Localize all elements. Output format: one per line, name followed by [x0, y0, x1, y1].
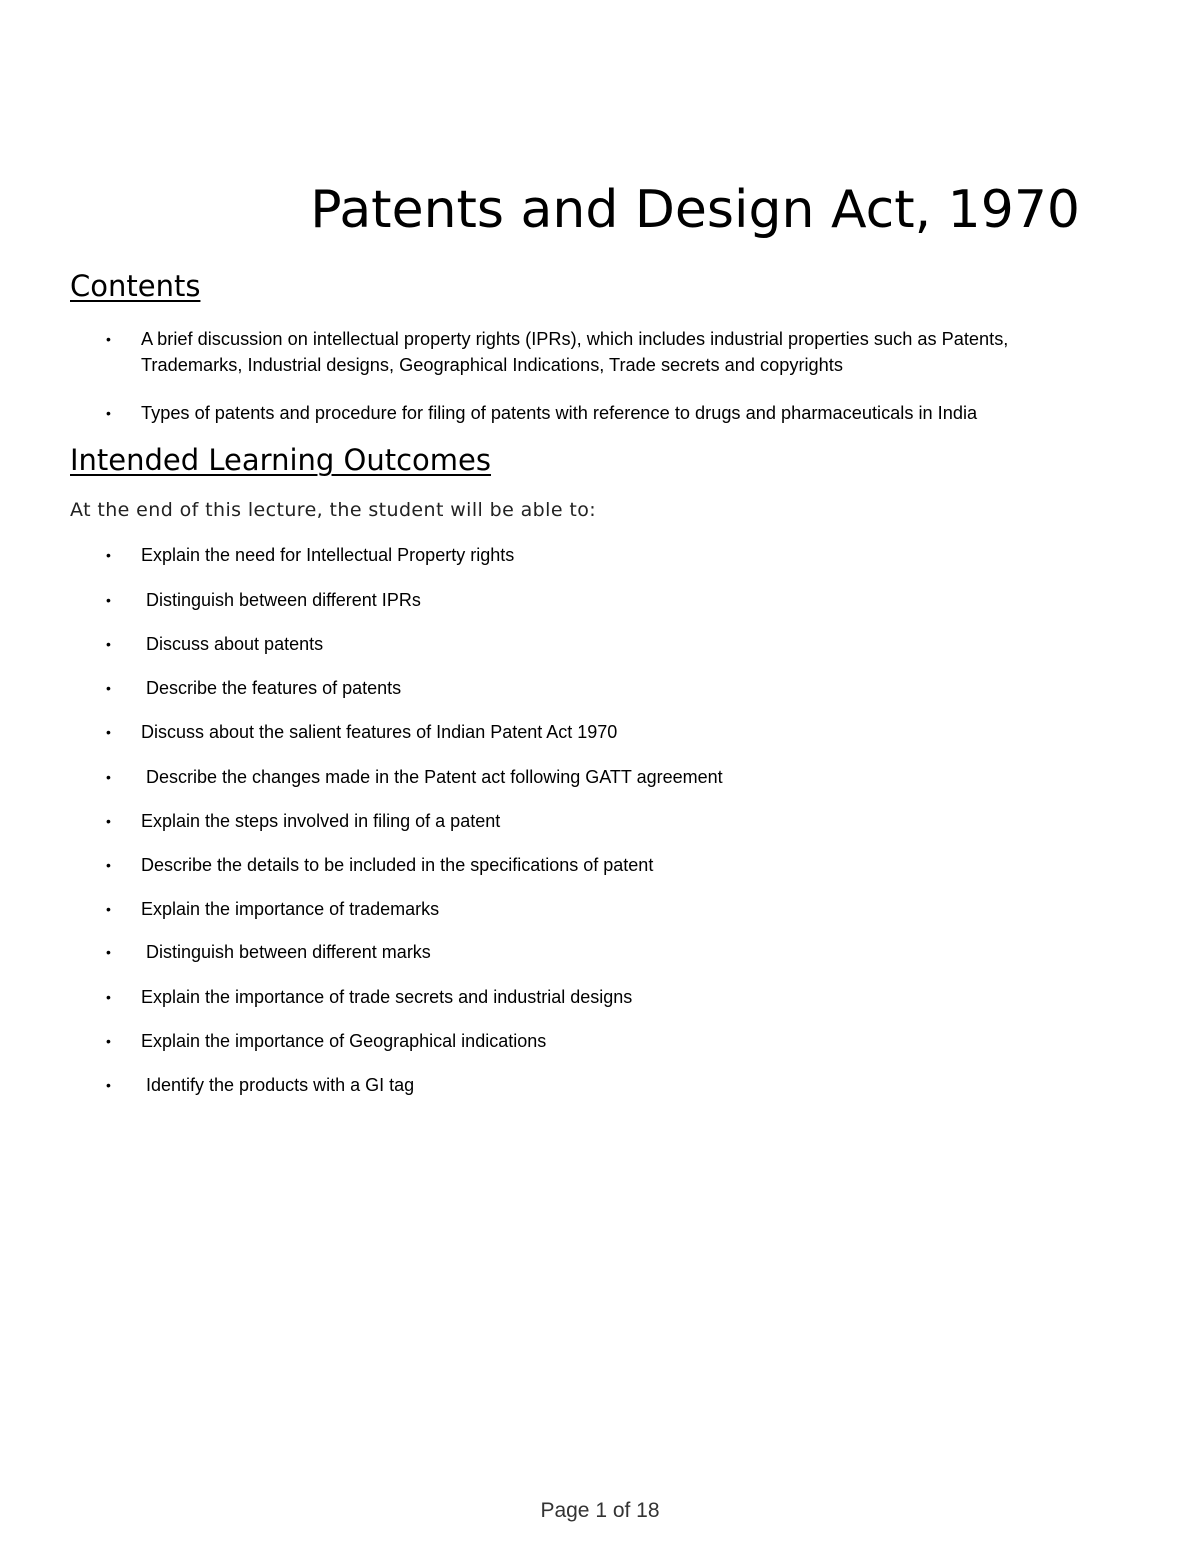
outcomes-lead: At the end of this lecture, the student will be able to: [70, 499, 597, 521]
list-item-text: Describe the changes made in the Patent act following GATT agreement [141, 767, 723, 787]
list-item-text: Explain the importance of Geographical indications [141, 1031, 547, 1051]
outcomes-heading: Intended Learning Outcomes [70, 443, 491, 477]
list-item-text: Distinguish between different marks [141, 942, 431, 962]
bullet-icon: • [106, 989, 111, 1005]
contents-heading: Contents [70, 269, 201, 303]
bullet-icon: • [106, 769, 111, 785]
bullet-icon: • [106, 680, 111, 696]
bullet-icon: • [106, 1033, 111, 1049]
contents-item-line: A brief discussion on intellectual property rights (IPRs), which includes industrial properties such as Patents, [141, 329, 1009, 349]
bullet-icon: • [106, 331, 111, 347]
bullet-icon: • [106, 405, 111, 421]
bullet-icon: • [106, 592, 111, 608]
bullet-icon: • [106, 636, 111, 652]
list-item-text: Explain the steps involved in filing of a patent [141, 811, 501, 831]
list-item-text: Describe the features of patents [141, 678, 402, 698]
list-item-text: Identify the products with a GI tag [141, 1075, 415, 1095]
contents-item-line: Trademarks, Industrial designs, Geographical Indications, Trade secrets and copyrights [141, 355, 843, 375]
list-item-text: Discuss about patents [141, 634, 324, 654]
page-number-footer: Page 1 of 18 [540, 1499, 660, 1522]
bullet-icon: • [106, 901, 111, 917]
list-item-text: Discuss about the salient features of Indian Patent Act 1970 [141, 722, 618, 742]
list-item-text: Describe the details to be included in the specifications of patent [141, 855, 654, 875]
bullet-icon: • [106, 1077, 111, 1093]
bullet-icon: • [106, 724, 111, 740]
document-title: Patents and Design Act, 1970 [310, 180, 1080, 240]
bullet-icon: • [106, 813, 111, 829]
bullet-icon: • [106, 547, 111, 563]
list-item-text: Explain the importance of trade secrets and industrial designs [141, 987, 633, 1007]
bullet-icon: • [106, 857, 111, 873]
list-item-text: Explain the importance of trademarks [141, 899, 440, 919]
bullet-icon: • [106, 944, 111, 960]
list-item-text: Explain the need for Intellectual Property rights [141, 545, 515, 565]
contents-item-line: Types of patents and procedure for filing of patents with reference to drugs and pharmaceuticals in India [141, 403, 978, 423]
list-item-text: Distinguish between different IPRs [141, 590, 421, 610]
